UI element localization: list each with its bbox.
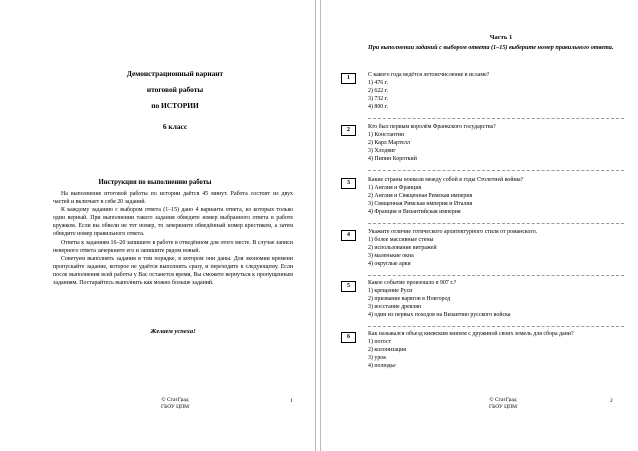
question-number-box: 3 [341, 178, 356, 189]
footer-org: ГБОУ ЦПМ [488, 404, 518, 410]
question-content [368, 177, 631, 217]
question-text: Какие страны воевали между собой в годы Столетней войны? [368, 177, 524, 183]
answer-option[interactable]: 2) призвание варягов в Новгород [368, 295, 451, 302]
instructions-paragraph: Ответы к заданиям 16–20 запишите в работе в отведённом для этого месте. В случае записи неверного ответа зачеркните его и запишите рядом новый. [53, 239, 293, 254]
answer-option[interactable]: 2) 622 г. [368, 87, 388, 94]
answer-option[interactable]: 2) Англия и Священная Римская империя [368, 192, 473, 199]
answer-option[interactable]: 3) Хлодвиг [368, 147, 396, 154]
title-line-2: итоговой работы [146, 85, 204, 94]
question-number-box: 5 [341, 281, 356, 292]
separator-line [368, 223, 624, 224]
part-title: Часть 1 [489, 34, 513, 41]
answer-option[interactable]: 1) крещение Руси [368, 287, 413, 294]
question-content [368, 229, 631, 269]
answer-option[interactable]: 4) полюдье [368, 362, 396, 369]
page-number: 2 [610, 398, 613, 404]
grade-label: 6 класс [162, 122, 188, 131]
page-number: 1 [290, 398, 293, 404]
footer-org: ГБОУ ЦПМ [160, 404, 190, 410]
question-text: Какое событие произошло в 907 г.? [368, 280, 457, 286]
document-page-1 [0, 0, 316, 451]
instructions-paragraph: К каждому заданию с выбором ответа (1–15) дано 4 варианта ответа, из которых только один верный. При выполнении такого задания обведите номер выбранного ответа в работе кружком. Если вы обвели не тот номер, то зачеркните обведённый номер крестиком, а затем обведите номер правильного ответа. [53, 207, 293, 238]
answer-option[interactable]: 4) округлые арки [368, 260, 411, 267]
separator-line [368, 326, 624, 327]
question-content [368, 124, 631, 164]
question-text: Как назывался объезд киевским князем с дружиной своих земель для сбора дани? [368, 331, 574, 337]
question-number-box: 4 [341, 230, 356, 241]
answer-option[interactable]: 4) один из первых походов на Византию русского войска [368, 311, 511, 318]
separator-line [368, 118, 624, 119]
answer-option[interactable]: 1) 476 г. [368, 79, 388, 86]
question-number-box: 2 [341, 125, 356, 136]
question-number-box: 1 [341, 73, 356, 84]
instructions-heading: Инструкция по выполнению работы [98, 179, 212, 186]
page-footer [453, 397, 553, 411]
question-text: С какого года ведётся летоисчисление в исламе? [368, 72, 490, 78]
footer-copyright: © СтатГрад [161, 397, 189, 403]
instructions-text [53, 190, 293, 287]
answer-option[interactable]: 1) более массивные стены [368, 236, 434, 243]
answer-option[interactable]: 2) Карл Мартелл [368, 139, 410, 146]
question-content [368, 72, 631, 112]
page-footer [125, 397, 225, 411]
answer-option[interactable]: 3) восстание древлян [368, 303, 422, 310]
answer-option[interactable]: 4) Пипин Короткий [368, 155, 417, 162]
answer-option[interactable]: 4) Франция и Византийская империя [368, 208, 461, 215]
answer-option[interactable]: 2) колонизация [368, 346, 406, 353]
answer-option[interactable]: 3) урок [368, 354, 387, 361]
question-content [368, 331, 631, 371]
answer-option[interactable]: 1) погост [368, 338, 392, 345]
answer-option[interactable]: 3) 732 г. [368, 95, 388, 102]
question-text: Кто был первым королём Франкского государства? [368, 124, 496, 130]
answer-option[interactable]: 3) маленькие окна [368, 252, 414, 259]
answer-option[interactable]: 3) Священная Римская империя и Италия [368, 200, 473, 207]
title-line-3: по ИСТОРИИ [151, 101, 199, 110]
separator-line [368, 170, 624, 171]
document-page-2 [320, 0, 638, 451]
title-line-1: Демонстрационный вариант [126, 69, 224, 78]
answer-option[interactable]: 2) использование витражей [368, 244, 437, 251]
answer-option[interactable]: 4) 800 г. [368, 103, 388, 110]
part-instructions: При выполнении заданий с выбором ответа (1–15) выберите номер правильного ответа. [368, 44, 614, 51]
document-title [60, 66, 290, 114]
question-number-box: 6 [341, 332, 356, 343]
question-content [368, 280, 631, 320]
answer-option[interactable]: 1) Константин [368, 131, 405, 138]
answer-option[interactable]: 1) Англия и Франция [368, 184, 422, 191]
instructions-paragraph: Советуем выполнять задания в том порядке, в котором они даны. Для экономии времени пропускайте задание, которое не удаётся выполнить сразу, и переходите к следующему. Если после выполнения всей работы у Вас останется время, Вы сможете вернуться к пропущенным заданиям. Постарайтесь выполнить как можно больше заданий. [53, 255, 293, 287]
question-text: Укажите отличие готического архитектурного стиля от романского. [368, 229, 538, 235]
separator-line [368, 275, 624, 276]
instructions-paragraph: На выполнение итоговой работы по истории даётся 45 минут. Работа состоит из двух частей и включает в себя 20 заданий. [53, 191, 293, 206]
footer-copyright: © СтатГрад [489, 397, 517, 403]
good-luck-text: Желаем успеха! [150, 328, 196, 335]
